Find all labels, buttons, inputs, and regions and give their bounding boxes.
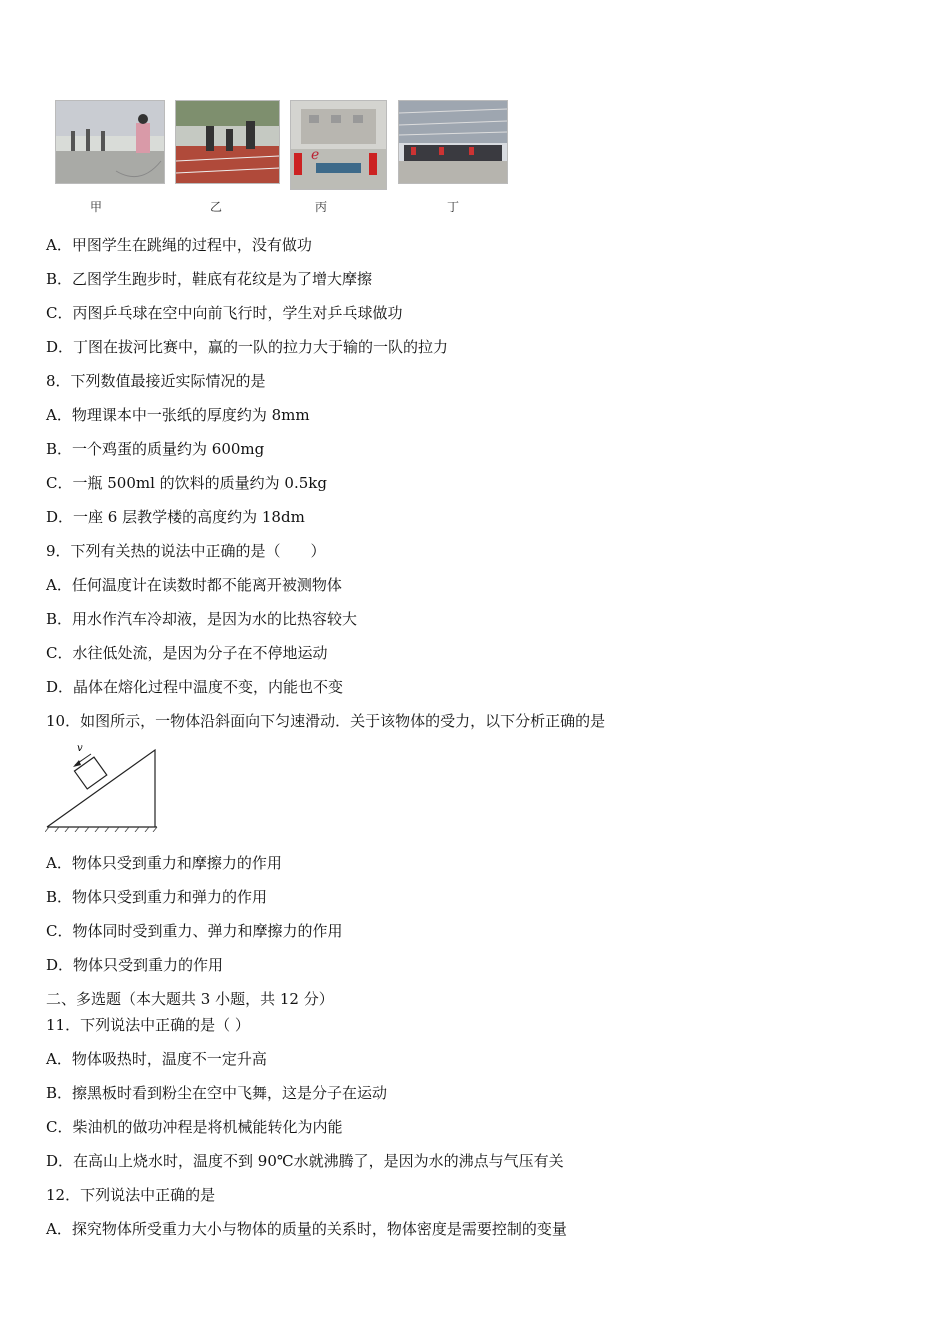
q8-option-c: C．一瓶 500ml 的饮料的质量约为 0.5kg [46,474,327,492]
q9-stem: 9．下列有关热的说法中正确的是（ ） [46,542,326,560]
incline-diagram [45,742,160,832]
q10-option-b: B．物体只受到重力和弹力的作用 [46,888,268,906]
q12-stem: 12．下列说法中正确的是 [46,1186,216,1204]
q11-option-b: B．擦黑板时看到粉尘在空中飞舞，这是分子在运动 [46,1084,388,1102]
q7-option-d: D．丁图在拔河比赛中，赢的一队的拉力大于输的一队的拉力 [46,338,449,356]
q8-option-b: B．一个鸡蛋的质量约为 600mg [46,440,265,458]
q9-option-b: B．用水作汽车冷却液，是因为水的比热容较大 [46,610,358,628]
running-scene [176,101,279,183]
photo-strip [55,100,525,215]
q11-stem: 11．下列说法中正确的是（ ） [46,1016,250,1034]
photo-tug-of-war [398,100,508,184]
photo-ping-pong [290,100,387,190]
q10-option-d: D．物体只受到重力的作用 [46,956,224,974]
jump-rope-scene [56,101,164,183]
caption-bing: 丙 [314,200,327,214]
photo-jump-rope [55,100,165,184]
q10-option-c: C．物体同时受到重力、弹力和摩擦力的作用 [46,922,343,940]
q11-option-c: C．柴油机的做功冲程是将机械能转化为内能 [46,1118,343,1136]
q9-option-c: C．水往低处流，是因为分子在不停地运动 [46,644,328,662]
q12-option-a: A．探究物体所受重力大小与物体的质量的关系时，物体密度是需要控制的变量 [46,1220,567,1238]
q7-option-c: C．丙图乒乓球在空中向前飞行时，学生对乒乓球做功 [46,304,403,322]
q9-option-d: D．晶体在熔化过程中温度不变，内能也不变 [46,678,344,696]
velocity-label: v [77,743,83,754]
caption-ding: 丁 [446,200,459,214]
q11-option-d: D．在高山上烧水时，温度不到 90℃水就沸腾了，是因为水的沸点与气压有关 [46,1152,564,1170]
q9-option-a: A．任何温度计在读数时都不能离开被测物体 [46,576,342,594]
q8-stem: 8．下列数值最接近实际情况的是 [46,372,266,390]
q8-option-d: D．一座 6 层教学楼的高度约为 18dm [46,508,305,526]
q10-stem: 10．如图所示，一物体沿斜面向下匀速滑动．关于该物体的受力，以下分析正确的是 [46,712,606,730]
caption-jia: 甲 [89,200,102,214]
q11-option-a: A．物体吸热时，温度不一定升高 [46,1050,267,1068]
section-heading: 二、多选题（本大题共 3 小题，共 12 分） [46,990,334,1008]
svg-text:ℯ: ℯ [311,147,320,163]
caption-yi: 乙 [209,200,222,214]
photo-running [175,100,280,184]
q7-option-a: A．甲图学生在跳绳的过程中，没有做功 [46,236,312,254]
q7-option-b: B．乙图学生跑步时，鞋底有花纹是为了增大摩擦 [46,270,373,288]
tug-of-war-scene [399,101,507,183]
q8-option-a: A．物理课本中一张纸的厚度约为 8mm [46,406,310,424]
ping-pong-scene [291,101,386,189]
q10-option-a: A．物体只受到重力和摩擦力的作用 [46,854,282,872]
